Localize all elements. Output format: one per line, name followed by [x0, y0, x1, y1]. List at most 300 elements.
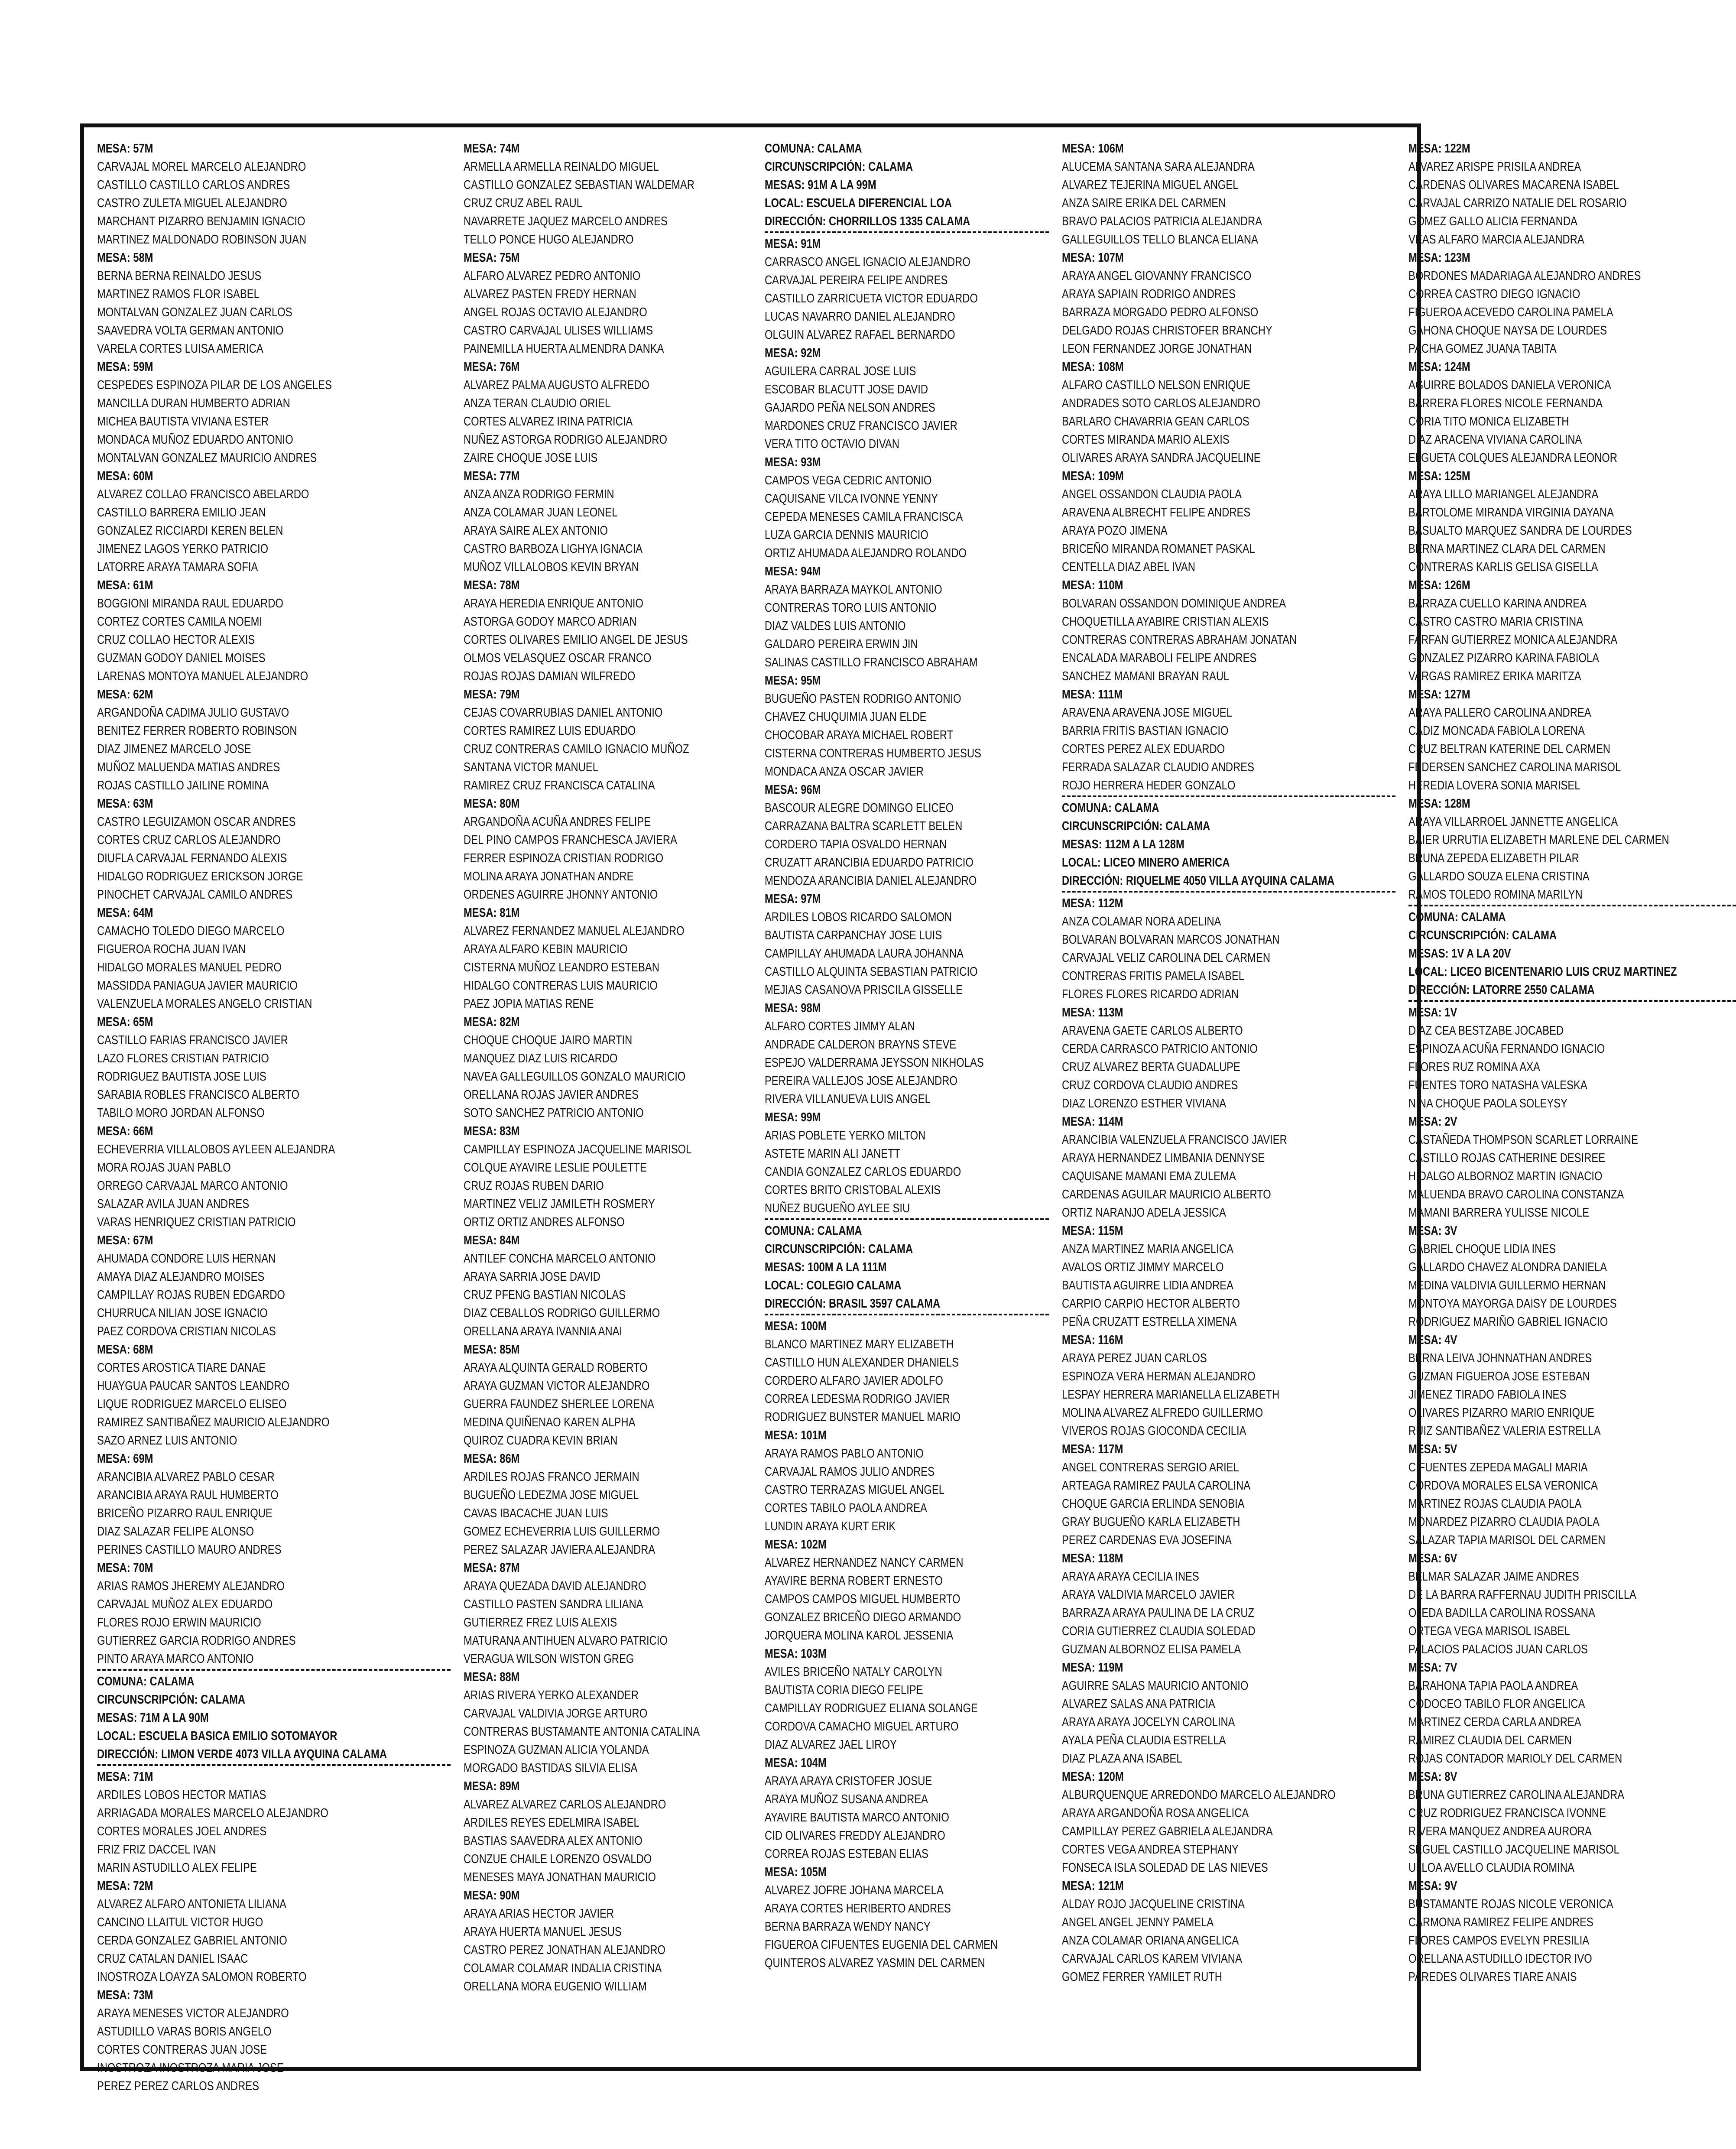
member-name: MALUENDA BRAVO CAROLINA CONSTANZA	[1408, 1188, 1624, 1201]
member-name: MICHEA BAUTISTA VIVIANA ESTER	[97, 415, 269, 429]
member-name: ZAIRE CHOQUE JOSE LUIS	[463, 451, 598, 465]
member-name: ALBURQUENQUE ARREDONDO MARCELO ALEJANDRO	[1062, 1788, 1336, 1802]
member-list	[464, 922, 752, 1013]
member-name: ORTIZ ORTIZ ANDRES ALFONSO	[463, 1215, 625, 1229]
mesa-title: MESA: 102M	[764, 1538, 827, 1552]
mesa-section	[765, 1754, 1049, 1863]
member-list	[765, 1335, 1049, 1426]
member-name: ALVAREZ SALAS ANA PATRICIA	[1062, 1697, 1215, 1711]
member-name: LUCAS NAVARRO DANIEL ALEJANDRO	[764, 310, 955, 324]
mesa-section	[464, 467, 752, 576]
comuna-line: LOCAL: COLEGIO CALAMA	[764, 1279, 902, 1292]
member-name: CASTILLO ZARRICUETA VICTOR EDUARDO	[764, 292, 978, 305]
member-name: CASTRO LEGUIZAMON OSCAR ANDRES	[97, 815, 296, 829]
mesa-title: MESA: 90M	[463, 1889, 520, 1902]
member-name: AHUMADA CONDORE LUIS HERNAN	[97, 1252, 276, 1266]
mesa-title: MESA: 104M	[764, 1756, 827, 1770]
member-name: AGUILERA CARRAL JOSE LUIS	[764, 364, 916, 378]
member-name: MARTINEZ ROJAS CLAUDIA PAOLA	[1408, 1497, 1582, 1511]
member-list	[1408, 267, 1736, 358]
member-name: ARTEAGA RAMIREZ PAULA CAROLINA	[1062, 1479, 1251, 1493]
member-name: TABILO MORO JORDAN ALFONSO	[97, 1106, 265, 1120]
member-name: CASTAÑEDA THOMPSON SCARLET LORRAINE	[1408, 1133, 1639, 1147]
member-name: CRUZATT ARANCIBIA EDUARDO PATRICIO	[764, 856, 973, 870]
member-name: RODRIGUEZ BAUTISTA JOSE LUIS	[97, 1070, 266, 1084]
member-name: ORTEGA VEGA MARISOL ISABEL	[1408, 1624, 1571, 1638]
member-name: CESPEDES ESPINOZA PILAR DE LOS ANGELES	[97, 378, 332, 392]
member-name: DIAZ LORENZO ESTHER VIVIANA	[1062, 1097, 1227, 1110]
mesa-section	[1062, 1659, 1395, 1768]
member-name: HIDALGO CONTRERAS LUIS MAURICIO	[463, 979, 658, 993]
member-name: ARRIAGADA MORALES MARCELO ALEJANDRO	[97, 1806, 328, 1820]
member-name: CASTRO ZULETA MIGUEL ALEJANDRO	[97, 196, 287, 210]
mesa-section	[1062, 358, 1395, 467]
member-name: ARAYA VILLARROEL JANNETTE ANGELICA	[1408, 815, 1618, 829]
member-list	[97, 594, 451, 685]
member-name: CARVAJAL MOREL MARCELO ALEJANDRO	[97, 160, 306, 174]
member-list	[1408, 1022, 1736, 1113]
member-name: MONTALVAN GONZALEZ JUAN CARLOS	[97, 305, 292, 319]
member-name: PAREDES OLIVARES TIARE ANAIS	[1408, 1970, 1577, 1984]
dashed-separator	[1062, 891, 1395, 893]
member-list	[1408, 1131, 1736, 1222]
member-name: ANZA ANZA RODRIGO FERMIN	[463, 487, 614, 501]
member-name: BUGUEÑO LEDEZMA JOSE MIGUEL	[463, 1488, 639, 1502]
member-name: ALVAREZ ALFARO ANTONIETA LILIANA	[97, 1897, 287, 1911]
member-name: FRIZ FRIZ DACCEL IVAN	[97, 1843, 216, 1857]
member-name: GAJARDO PEÑA NELSON ANDRES	[764, 401, 935, 415]
member-name: DIAZ CEA BESTZABE JOCABED	[1408, 1024, 1564, 1038]
mesa-section	[1408, 140, 1736, 249]
member-name: FARFAN GUTIERREZ MONICA ALEJANDRA	[1408, 633, 1618, 647]
mesa-section	[765, 672, 1049, 781]
mesa-title: MESA: 119M	[1062, 1661, 1123, 1675]
comuna-line: CIRCUNSCRIPCIÓN: CALAMA	[1408, 928, 1557, 942]
mesa-title: MESA: 75M	[463, 251, 520, 265]
member-name: CHOCOBAR ARAYA MICHAEL ROBERT	[764, 728, 954, 742]
member-name: MARDONES CRUZ FRANCISCO JAVIER	[764, 419, 957, 433]
member-name: ARAYA BARRAZA MAYKOL ANTONIO	[764, 583, 942, 597]
mesa-title: MESA: 93M	[764, 455, 821, 469]
member-name: CORTES TABILO PAOLA ANDREA	[764, 1501, 927, 1515]
member-name: ARAYA SAIRE ALEX ANTONIO	[463, 524, 608, 538]
member-name: MONDACA ANZA OSCAR JAVIER	[764, 765, 924, 779]
mesa-title: MESA: 91M	[764, 237, 821, 251]
member-name: PAEZ JOPIA MATIAS RENE	[463, 997, 594, 1011]
member-name: BASTIAS SAAVEDRA ALEX ANTONIO	[463, 1834, 642, 1848]
mesa-title: MESA: 59M	[97, 360, 153, 374]
member-name: AGUIRRE SALAS MAURICIO ANTONIO	[1062, 1679, 1249, 1693]
member-name: ARAYA SAPIAIN RODRIGO ANDRES	[1062, 287, 1236, 301]
member-name: CISTERNA CONTRERAS HUMBERTO JESUS	[764, 747, 981, 760]
member-list	[1062, 1568, 1395, 1659]
member-name: FIGUEROA ACEVEDO CAROLINA PAMELA	[1408, 305, 1614, 319]
mesa-title: MESA: 99M	[764, 1110, 821, 1124]
member-name: MARCHANT PIZARRO BENJAMIN IGNACIO	[97, 214, 305, 228]
member-name: HIDALGO RODRIGUEZ ERICKSON JORGE	[97, 870, 303, 883]
member-name: CORTES ALVAREZ IRINA PATRICIA	[463, 415, 633, 429]
member-name: ARAYA ARAYA CECILIA INES	[1062, 1570, 1199, 1584]
member-name: DIUFLA CARVAJAL FERNANDO ALEXIS	[97, 851, 287, 865]
member-name: CAMPILLAY ROJAS RUBEN EDGARDO	[97, 1288, 285, 1302]
member-name: BARRIA FRITIS BASTIAN IGNACIO	[1062, 724, 1229, 738]
member-name: CARRASCO ANGEL IGNACIO ALEJANDRO	[764, 255, 970, 269]
member-name: GOMEZ GALLO ALICIA FERNANDA	[1408, 214, 1578, 228]
member-list	[1062, 1022, 1395, 1113]
member-name: CONTRERAS KARLIS GELISA GISELLA	[1408, 560, 1598, 574]
column-5	[1408, 140, 1736, 2095]
mesa-section	[1408, 1113, 1736, 1222]
member-name: ALVAREZ ALVAREZ CARLOS ALEJANDRO	[463, 1798, 666, 1811]
mesa-section	[1408, 1768, 1736, 1877]
member-list	[97, 376, 451, 467]
member-name: MEJIAS CASANOVA PRISCILA GISSELLE	[764, 983, 963, 997]
member-name: GUERRA FAUNDEZ SHERLEE LORENA	[463, 1397, 654, 1411]
member-name: GUZMAN ALBORNOZ ELISA PAMELA	[1062, 1643, 1241, 1656]
mesa-section	[1062, 249, 1395, 358]
member-name: CAMPOS CAMPOS MIGUEL HUMBERTO	[764, 1592, 960, 1606]
member-name: MEDINA QUIÑENAO KAREN ALPHA	[463, 1415, 636, 1429]
member-name: BERNA BARRAZA WENDY NANCY	[764, 1920, 931, 1934]
member-name: CANCINO LLAITUL VICTOR HUGO	[97, 1915, 263, 1929]
member-name: GALLARDO SOUZA ELENA CRISTINA	[1408, 870, 1590, 883]
member-list	[1408, 1786, 1736, 1877]
mesa-title: MESA: 60M	[97, 469, 153, 483]
member-name: MOLINA ARAYA JONATHAN ANDRE	[463, 870, 634, 883]
member-name: CENTELLA DIAZ ABEL IVAN	[1062, 560, 1196, 574]
dashed-separator	[97, 1669, 451, 1671]
mesa-section	[765, 344, 1049, 453]
member-name: CORTES BRITO CRISTOBAL ALEXIS	[764, 1183, 941, 1197]
mesa-section	[1408, 358, 1736, 467]
mesa-section	[464, 1341, 752, 1450]
member-name: ARAYA ARAYA CRISTOFER JOSUE	[764, 1774, 932, 1788]
member-name: BRUNA GUTIERREZ CAROLINA ALEJANDRA	[1408, 1788, 1625, 1802]
member-name: ALFARO CORTES JIMMY ALAN	[764, 1019, 915, 1033]
member-name: FIGUEROA CIFUENTES EUGENIA DEL CARMEN	[764, 1938, 998, 1952]
mesa-title: MESA: 94M	[764, 565, 821, 578]
mesa-title: MESA: 8V	[1408, 1770, 1457, 1784]
comuna-line: MESAS: 1V A LA 20V	[1408, 947, 1512, 961]
mesa-section	[1062, 576, 1395, 685]
dashed-separator	[765, 231, 1049, 233]
member-list	[765, 1445, 1049, 1535]
member-list	[1062, 704, 1395, 795]
member-name: CHAVEZ CHUQUIMIA JUAN ELDE	[764, 710, 927, 724]
member-name: CASTILLO BARRERA EMILIO JEAN	[97, 506, 266, 519]
mesa-section	[464, 249, 752, 358]
member-name: MONDACA MUÑOZ EDUARDO ANTONIO	[97, 433, 293, 447]
mesa-title: MESA: 106M	[1062, 142, 1124, 156]
member-name: ORELLANA ROJAS JAVIER ANDRES	[463, 1088, 639, 1102]
member-list	[765, 690, 1049, 781]
member-name: CAMPOS VEGA CEDRIC ANTONIO	[764, 474, 932, 487]
member-name: ARAYA LILLO MARIANGEL ALEJANDRA	[1408, 487, 1599, 501]
member-name: CARRAZANA BALTRA SCARLETT BELEN	[764, 819, 963, 833]
member-name: AYAVIRE BERNA ROBERT ERNESTO	[764, 1574, 943, 1588]
member-name: ARGANDOÑA ACUÑA ANDRES FELIPE	[463, 815, 651, 829]
mesa-section	[1062, 685, 1395, 795]
member-name: MARTINEZ CERDA CARLA ANDREA	[1408, 1715, 1582, 1729]
comuna-line: MESAS: 71M A LA 90M	[97, 1711, 209, 1725]
member-name: PEREZ CARDENAS EVA JOSEFINA	[1062, 1533, 1232, 1547]
member-list	[464, 704, 752, 795]
member-name: ARAYA PALLERO CAROLINA ANDREA	[1408, 706, 1592, 720]
member-name: CHOQUE CHOQUE JAIRO MARTIN	[463, 1033, 633, 1047]
member-name: BAUTISTA CORIA DIEGO FELIPE	[764, 1683, 923, 1697]
mesa-section	[1062, 467, 1395, 576]
mesa-title: MESA: 117M	[1062, 1442, 1123, 1456]
member-name: BRAVO PALACIOS PATRICIA ALEJANDRA	[1062, 214, 1262, 228]
mesa-title: MESA: 83M	[463, 1124, 520, 1138]
mesa-section	[464, 1450, 752, 1559]
member-name: CARMONA RAMIREZ FELIPE ANDRES	[1408, 1915, 1594, 1929]
mesa-title: MESA: 103M	[764, 1647, 827, 1661]
member-name: ANZA MARTINEZ MARIA ANGELICA	[1062, 1242, 1234, 1256]
member-name: ORELLANA MORA EUGENIO WILLIAM	[463, 1980, 647, 1993]
mesa-title: MESA: 71M	[97, 1770, 153, 1784]
member-list	[464, 1686, 752, 1777]
mesa-title: MESA: 85M	[463, 1343, 520, 1357]
mesa-section	[1408, 1222, 1736, 1331]
member-list	[765, 1881, 1049, 1972]
member-name: BERNA MARTINEZ CLARA DEL CARMEN	[1408, 542, 1606, 556]
mesa-section	[1062, 140, 1395, 249]
mesa-title: MESA: 113M	[1062, 1006, 1123, 1019]
mesa-title: MESA: 57M	[97, 142, 153, 156]
mesa-title: MESA: 88M	[463, 1670, 520, 1684]
member-name: ASTORGA GODOY MARCO ADRIAN	[463, 615, 637, 629]
member-name: CAMPILLAY ESPINOZA JACQUELINE MARISOL	[463, 1143, 692, 1156]
member-name: NINA CHOQUE PAOLA SOLEYSY	[1408, 1097, 1568, 1110]
member-name: GOMEZ FERRER YAMILET RUTH	[1062, 1970, 1223, 1984]
mesa-section	[1062, 1113, 1395, 1222]
member-list	[97, 1468, 451, 1559]
member-name: PEREZ PEREZ CARLOS ANDRES	[97, 2079, 259, 2093]
member-name: DIAZ JIMENEZ MARCELO JOSE	[97, 742, 251, 756]
member-name: MASSIDDA PANIAGUA JAVIER MAURICIO	[97, 979, 298, 993]
member-name: GRAY BUGUEÑO KARLA ELIZABETH	[1062, 1515, 1240, 1529]
member-name: JIMENEZ TIRADO FABIOLA INES	[1408, 1388, 1567, 1402]
member-name: BARAHONA TAPIA PAOLA ANDREA	[1408, 1679, 1578, 1693]
member-name: MORGADO BASTIDAS SILVIA ELISA	[463, 1761, 638, 1775]
member-name: CAMPILLAY AHUMADA LAURA JOHANNA	[764, 947, 964, 961]
comuna-header	[765, 140, 1049, 233]
mesa-section	[1408, 795, 1736, 904]
member-name: ORTIZ AHUMADA ALEJANDRO ROLANDO	[764, 546, 967, 560]
mesa-title: MESA: 120M	[1062, 1770, 1124, 1784]
mesa-title: MESA: 123M	[1408, 251, 1471, 265]
mesa-title: MESA: 6V	[1408, 1552, 1457, 1565]
member-name: BASCOUR ALEGRE DOMINGO ELICEO	[764, 801, 954, 815]
member-name: BERNA LEIVA JOHNNATHAN ANDRES	[1408, 1351, 1592, 1365]
member-name: FEDERSEN SANCHEZ CAROLINA MARISOL	[1408, 760, 1621, 774]
member-name: DE LA BARRA RAFFERNAU JUDITH PRISCILLA	[1408, 1588, 1637, 1602]
member-name: ASTUDILLO VARAS BORIS ANGELO	[97, 2025, 272, 2039]
member-name: CARDENAS AGUILAR MAURICIO ALBERTO	[1062, 1188, 1271, 1201]
mesa-section	[97, 1341, 451, 1450]
member-name: ARAYA MUÑOZ SUSANA ANDREA	[764, 1792, 928, 1806]
member-name: DIAZ PLAZA ANA ISABEL	[1062, 1752, 1182, 1766]
member-name: CEPEDA MENESES CAMILA FRANCISCA	[764, 510, 963, 524]
member-name: ARANCIBIA ALVAREZ PABLO CESAR	[97, 1470, 275, 1484]
member-name: BUGUEÑO PASTEN RODRIGO ANTONIO	[764, 692, 961, 706]
member-name: CRUZ RODRIGUEZ FRANCISCA IVONNE	[1408, 1806, 1606, 1820]
member-name: CORREA CASTRO DIEGO IGNACIO	[1408, 287, 1580, 301]
member-name: BORDONES MADARIAGA ALEJANDRO ANDRES	[1408, 269, 1641, 283]
member-name: GALLEGUILLOS TELLO BLANCA ELIANA	[1062, 233, 1259, 247]
mesa-section	[765, 1535, 1049, 1645]
member-list	[97, 158, 451, 249]
mesa-section	[464, 685, 752, 795]
mesa-section	[1408, 1331, 1736, 1440]
member-name: SAZO ARNEZ LUIS ANTONIO	[97, 1434, 237, 1448]
member-name: PINTO ARAYA MARCO ANTONIO	[97, 1652, 254, 1666]
member-name: INOSTROZA INOSTROZA MARIA JOSE	[97, 2061, 284, 2075]
member-name: PACHA GOMEZ JUANA TABITA	[1408, 342, 1557, 356]
column-4	[1062, 140, 1395, 2095]
comuna-line: DIRECCIÓN: CHORRILLOS 1335 CALAMA	[764, 214, 970, 228]
dashed-separator	[765, 1314, 1049, 1315]
mesa-section	[97, 467, 451, 576]
member-list	[765, 1126, 1049, 1217]
mesa-section	[97, 140, 451, 249]
mesa-section	[765, 999, 1049, 1108]
mesa-section	[1062, 1549, 1395, 1659]
mesa-title: MESA: 121M	[1062, 1879, 1124, 1893]
member-name: CIFUENTES ZEPEDA MAGALI MARIA	[1408, 1461, 1588, 1474]
mesa-section	[97, 1122, 451, 1231]
member-name: DELGADO ROJAS CHRISTOFER BRANCHY	[1062, 324, 1272, 338]
mesa-section	[97, 1877, 451, 1986]
member-name: CRUZ CATALAN DANIEL ISAAC	[97, 1952, 248, 1966]
member-name: COLQUE AYAVIRE LESLIE POULETTE	[463, 1161, 647, 1175]
member-list	[97, 813, 451, 904]
member-name: ANZA COLAMAR JUAN LEONEL	[463, 506, 618, 519]
member-name: QUINTEROS ALVAREZ YASMIN DEL CARMEN	[764, 1956, 985, 1970]
member-name: DIAZ CEBALLOS RODRIGO GUILLERMO	[463, 1306, 660, 1320]
member-list	[464, 1905, 752, 1996]
member-name: ROJAS ROJAS DAMIAN WILFREDO	[463, 669, 636, 683]
member-name: ARAYA QUEZADA DAVID ALEJANDRO	[463, 1579, 646, 1593]
member-name: CAMPILLAY PEREZ GABRIELA ALEJANDRA	[1062, 1824, 1273, 1838]
mesa-section	[464, 576, 752, 685]
member-name: LUZA GARCIA DENNIS MAURICIO	[764, 528, 928, 542]
comuna-line: LOCAL: ESCUELA BASICA EMILIO SOTOMAYOR	[97, 1729, 337, 1743]
mesa-title: MESA: 110M	[1062, 578, 1123, 592]
member-name: SALAZAR AVILA JUAN ANDRES	[97, 1197, 250, 1211]
member-name: BRICEÑO MIRANDA ROMANET PASKAL	[1062, 542, 1255, 556]
columns-container	[97, 140, 1678, 2093]
member-name: RIVERA MANQUEZ ANDREA AURORA	[1408, 1824, 1592, 1838]
member-name: ANGEL CONTRERAS SERGIO ARIEL	[1062, 1461, 1239, 1474]
member-name: ANGEL ROJAS OCTAVIO ALEJANDRO	[463, 305, 647, 319]
member-list	[1062, 1349, 1395, 1440]
member-list	[765, 1017, 1049, 1108]
member-name: MARTINEZ MALDONADO ROBINSON JUAN	[97, 233, 307, 247]
member-list	[1062, 1895, 1395, 1986]
mesa-title: MESA: 73M	[97, 1988, 153, 2002]
mesa-title: MESA: 128M	[1408, 797, 1471, 811]
member-name: ARAYA ANGEL GIOVANNY FRANCISCO	[1062, 269, 1252, 283]
comuna-line: CIRCUNSCRIPCIÓN: CALAMA	[764, 160, 913, 174]
member-name: ARAYA CORTES HERIBERTO ANDRES	[764, 1902, 951, 1915]
member-name: ESPEJO VALDERRAMA JEYSSON NIKHOLAS	[764, 1056, 984, 1070]
member-name: ALVAREZ ARISPE PRISILA ANDREA	[1408, 160, 1581, 174]
column-1	[97, 140, 451, 2095]
member-name: CORTES MORALES JOEL ANDRES	[97, 1824, 267, 1838]
member-name: VARELA CORTES LUISA AMERICA	[97, 342, 263, 356]
member-name: ULLOA AVELLO CLAUDIA ROMINA	[1408, 1861, 1575, 1875]
member-list	[464, 1359, 752, 1450]
member-name: COLAMAR COLAMAR INDALIA CRISTINA	[463, 1961, 662, 1975]
member-list	[97, 1031, 451, 1122]
mesa-section	[1062, 1440, 1395, 1549]
member-name: CASTILLO PASTEN SANDRA LILIANA	[463, 1597, 643, 1611]
member-name: BARTOLOME MIRANDA VIRGINIA DAYANA	[1408, 506, 1614, 519]
member-name: RUIZ SANTIBAÑEZ VALERIA ESTRELLA	[1408, 1424, 1601, 1438]
mesa-section	[464, 1122, 752, 1231]
mesa-title: MESA: 79M	[463, 688, 520, 701]
member-name: ARAYA HERNANDEZ LIMBANIA DENNYSE	[1062, 1151, 1265, 1165]
member-list	[765, 1663, 1049, 1754]
comuna-line: CIRCUNSCRIPCIÓN: CALAMA	[97, 1693, 246, 1707]
member-name: ARAYA ARGANDOÑA ROSA ANGELICA	[1062, 1806, 1249, 1820]
member-name: CONZUE CHAILE LORENZO OSVALDO	[463, 1852, 652, 1866]
mesa-title: MESA: 111M	[1062, 688, 1123, 701]
member-name: CARPIO CARPIO HECTOR ALBERTO	[1062, 1297, 1240, 1311]
member-list	[1062, 1786, 1395, 1877]
member-name: BRUNA ZEPEDA ELIZABETH PILAR	[1408, 851, 1580, 865]
member-name: ARANCIBIA ARAYA RAUL HUMBERTO	[97, 1488, 279, 1502]
member-name: HEREDIA LOVERA SONIA MARISEL	[1408, 779, 1580, 792]
member-name: BAIER URRUTIA ELIZABETH MARLENE DEL CARMEN	[1408, 833, 1670, 847]
mesa-title: MESA: 108M	[1062, 360, 1124, 374]
member-name: MATURANA ANTIHUEN ALVARO PATRICIO	[463, 1634, 668, 1648]
mesa-section	[1408, 1877, 1736, 1986]
mesa-title: MESA: 64M	[97, 906, 153, 920]
member-name: CRUZ BELTRAN KATERINE DEL CARMEN	[1408, 742, 1611, 756]
member-list	[1408, 1895, 1736, 1986]
member-name: GABRIEL CHOQUE LIDIA INES	[1408, 1242, 1556, 1256]
member-name: CRUZ ALVAREZ BERTA GUADALUPE	[1062, 1060, 1241, 1074]
member-list	[765, 362, 1049, 453]
mesa-section	[765, 1645, 1049, 1754]
member-name: ARAYA ALQUINTA GERALD ROBERTO	[463, 1361, 648, 1375]
member-name: OJEDA BADILLA CAROLINA ROSSANA	[1408, 1606, 1596, 1620]
mesa-title: MESA: 68M	[97, 1343, 153, 1357]
member-name: VARGAS RAMIREZ ERIKA MARITZA	[1408, 669, 1582, 683]
dashed-separator	[1408, 1000, 1736, 1002]
member-name: ARAYA ARAYA JOCELYN CAROLINA	[1062, 1715, 1235, 1729]
member-name: GUZMAN FIGUEROA JOSE ESTEBAN	[1408, 1370, 1590, 1383]
member-name: CHOQUETILLA AYABIRE CRISTIAN ALEXIS	[1062, 615, 1269, 629]
mesa-title: MESA: 87M	[463, 1561, 520, 1575]
member-name: RAMIREZ SANTIBAÑEZ MAURICIO ALEJANDRO	[97, 1415, 330, 1429]
mesa-title: MESA: 89M	[463, 1779, 520, 1793]
member-name: ALUCEMA SANTANA SARA ALEJANDRA	[1062, 160, 1255, 174]
member-name: ESPINOZA ACUÑA FERNANDO IGNACIO	[1408, 1042, 1605, 1056]
member-name: CARDENAS OLIVARES MACARENA ISABEL	[1408, 178, 1619, 192]
member-name: ANZA COLAMAR NORA ADELINA	[1062, 915, 1221, 928]
member-name: MONTALVAN GONZALEZ MAURICIO ANDRES	[97, 451, 317, 465]
member-name: CORIA GUTIERREZ CLAUDIA SOLEDAD	[1062, 1624, 1256, 1638]
member-list	[1408, 485, 1736, 576]
member-name: ARAYA POZO JIMENA	[1062, 524, 1168, 538]
member-name: DIAZ ARACENA VIVIANA CAROLINA	[1408, 433, 1582, 447]
comuna-line: DIRECCIÓN: RIQUELME 4050 VILLA AYQUINA CALAMA	[1062, 874, 1335, 888]
member-name: ROJO HERRERA HEDER GONZALO	[1062, 779, 1236, 792]
